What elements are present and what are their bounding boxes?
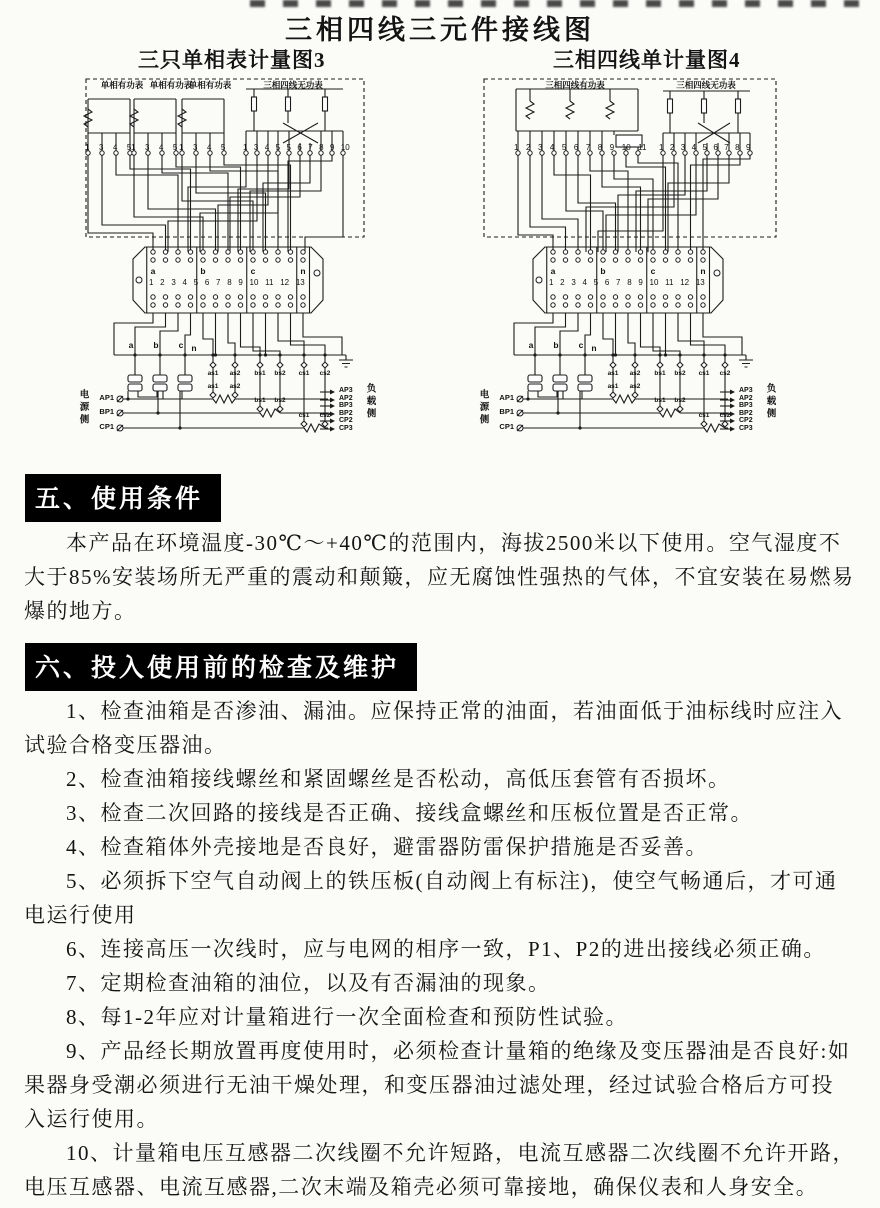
pt-label: b bbox=[153, 340, 159, 350]
load-terminal-label: AP3 bbox=[739, 387, 753, 394]
strip-numbers: 1 2 3 4 5 6 7 8 9 10 11 12 13 bbox=[549, 278, 705, 287]
ct-coil-label: cs1 bbox=[298, 412, 310, 419]
strip-phase-label: a bbox=[550, 266, 556, 276]
ct-coil-label: bs2 bbox=[274, 397, 286, 404]
load-terminal-label: CP2 bbox=[339, 417, 353, 424]
pt-label: c bbox=[578, 340, 584, 350]
list-item: 7、定期检查油箱的油位，以及有否漏油的现象。 bbox=[66, 971, 551, 995]
list-item: 10、计量箱电压互感器二次线圈不允许短路，电流互感器二次线圈不允许开路，电压互感器、电流互感器,二次末端及箱壳必须可靠接地，确保仪表和人身安全。 bbox=[24, 1141, 855, 1199]
load-terminal-label: BP3 bbox=[339, 402, 353, 409]
pt-label: n bbox=[591, 343, 597, 353]
strip-phase-label: c bbox=[650, 266, 656, 276]
strip-phase-label: n bbox=[300, 266, 306, 276]
meter-terminal-numbers: 1 3 4 5 bbox=[179, 143, 226, 152]
load-terminal-label: BP3 bbox=[739, 402, 753, 409]
load-terminal-label: AP2 bbox=[339, 395, 353, 402]
source-terminal-label: BP1 bbox=[99, 407, 114, 416]
list-item: 3、检查二次回路的接线是否正确、接线盒螺丝和压板位置是否正常。 bbox=[66, 801, 753, 825]
pt-label: a bbox=[128, 340, 134, 350]
ct-coil-label: as2 bbox=[629, 383, 641, 390]
wiring-diagram-4 bbox=[478, 75, 818, 477]
ct-node-label: cs2 bbox=[719, 370, 731, 377]
section-heading-5: 五、使用条件 bbox=[25, 474, 221, 522]
meter-terminal-numbers: 1 3 4 5 5 6 7 8 9 10 bbox=[243, 143, 350, 152]
diagram3-subtitle: 三只单相表计量图3 bbox=[138, 48, 326, 72]
ct-coil-label: as1 bbox=[607, 383, 619, 390]
ct-node-label: cs1 bbox=[298, 370, 310, 377]
load-terminal-label: BP2 bbox=[739, 410, 753, 417]
meter-terminal-numbers: 1 3 4 5 bbox=[85, 143, 132, 152]
list-item: 6、连接高压一次线时，应与电网的相序一致，P1、P2的进出接线必须正确。 bbox=[66, 937, 826, 961]
ct-coil-label: cs2 bbox=[719, 412, 731, 419]
ct-node-label: bs2 bbox=[274, 370, 286, 377]
load-side-label: 负载侧 bbox=[364, 383, 376, 421]
ct-node-label: bs1 bbox=[654, 370, 666, 377]
load-terminal-label: CP3 bbox=[739, 425, 753, 432]
load-terminal-label: BP2 bbox=[339, 410, 353, 417]
ct-node-label: bs2 bbox=[674, 370, 686, 377]
source-side-label: 电源侧 bbox=[477, 389, 489, 427]
meter-label: 单相有功表 bbox=[149, 80, 193, 90]
ct-node-label: bs1 bbox=[254, 370, 266, 377]
list-item: 4、检查箱体外壳接地是否良好，避雷器防雷保护措施是否妥善。 bbox=[66, 835, 708, 859]
list-item: 9、产品经长期放置再度使用时，必须检查计量箱的绝缘及变压器油是否良好:如果器身受潮必须进行无油干燥处理，和变压器油过滤处理，经过试验合格后方可投入运行使用。 bbox=[24, 1039, 851, 1131]
ct-node-label: cs1 bbox=[698, 370, 710, 377]
source-terminal-label: BP1 bbox=[499, 407, 514, 416]
meter-terminal-numbers: 1 2 3 4 5 6 7 8 9 10 11 bbox=[514, 143, 647, 152]
ct-node-label: as1 bbox=[207, 370, 219, 377]
list-item: 1、检查油箱是否渗油、漏油。应保持正常的油面，若油面低于油标线时应注入试验合格变压器油。 bbox=[24, 699, 843, 757]
list-item: 2、检查油箱接线螺丝和紧固螺丝是否松动，高低压套管有否损坏。 bbox=[66, 767, 731, 791]
meter-label: 三相四线无功表 bbox=[263, 80, 323, 90]
ct-coil-label: bs2 bbox=[674, 397, 686, 404]
ct-node-label: as2 bbox=[629, 370, 641, 377]
strip-phase-label: b bbox=[600, 266, 606, 276]
ct-coil-label: bs1 bbox=[654, 397, 666, 404]
load-terminal-label: CP2 bbox=[739, 417, 753, 424]
ct-node-label: as1 bbox=[607, 370, 619, 377]
pt-label: n bbox=[191, 343, 197, 353]
load-terminal-label: AP2 bbox=[739, 395, 753, 402]
strip-phase-label: n bbox=[700, 266, 706, 276]
source-side-label: 电源侧 bbox=[77, 389, 89, 427]
section-5-body: 本产品在环境温度-30℃～+40℃的范围内，海拔2500米以下使用。空气湿度不大于85%安装场所无严重的震动和颠簸，应无腐蚀性强热的气体，不宜安装在易燃易爆的地方。 bbox=[24, 531, 855, 623]
ct-coil-label: cs1 bbox=[698, 412, 710, 419]
load-terminal-label: CP3 bbox=[339, 425, 353, 432]
section-6-list bbox=[24, 694, 856, 1204]
ct-node-label: cs2 bbox=[319, 370, 331, 377]
load-side-label: 负载侧 bbox=[764, 383, 776, 421]
pt-label: a bbox=[528, 340, 534, 350]
meter-terminal-numbers: 1 3 4 5 bbox=[131, 143, 178, 152]
ct-node-label: as2 bbox=[229, 370, 241, 377]
meter-label: 单相有功表 bbox=[100, 80, 144, 90]
ct-coil-label: as2 bbox=[229, 383, 241, 390]
strip-phase-label: b bbox=[200, 266, 206, 276]
page-title: 三相四线三元件接线图 bbox=[285, 15, 595, 45]
pt-label: c bbox=[178, 340, 184, 350]
diagram4-subtitle: 三相四线单计量图4 bbox=[553, 48, 741, 72]
pt-label: b bbox=[553, 340, 559, 350]
source-terminal-label: CP1 bbox=[99, 422, 114, 431]
meter-label: 三相四线有功表 bbox=[545, 80, 605, 90]
meter-label: 三相四线无功表 bbox=[676, 80, 736, 90]
ct-coil-label: bs1 bbox=[254, 397, 266, 404]
strip-phase-label: a bbox=[150, 266, 156, 276]
meter-label: 单相有功表 bbox=[188, 80, 232, 90]
scan-artifact bbox=[250, 0, 875, 7]
meter-terminal-numbers: 1 2 3 4 5 6 7 8 9 bbox=[659, 143, 751, 152]
list-item: 8、每1-2年应对计量箱进行一次全面检查和预防性试验。 bbox=[66, 1005, 628, 1029]
ct-coil-label: as1 bbox=[207, 383, 219, 390]
load-terminal-label: AP3 bbox=[339, 387, 353, 394]
strip-phase-label: c bbox=[250, 266, 256, 276]
wiring-diagram-3 bbox=[78, 75, 398, 477]
list-item: 5、必须拆下空气自动阀上的铁压板(自动阀上有标注)，使空气畅通后，才可通电运行使用 bbox=[24, 869, 838, 927]
strip-numbers: 1 2 3 4 5 6 7 8 9 10 11 12 13 bbox=[149, 278, 305, 287]
section-heading-6: 六、投入使用前的检查及维护 bbox=[25, 643, 417, 691]
source-terminal-label: AP1 bbox=[99, 393, 114, 402]
source-terminal-label: CP1 bbox=[499, 422, 514, 431]
source-terminal-label: AP1 bbox=[499, 393, 514, 402]
ct-coil-label: cs2 bbox=[319, 412, 331, 419]
